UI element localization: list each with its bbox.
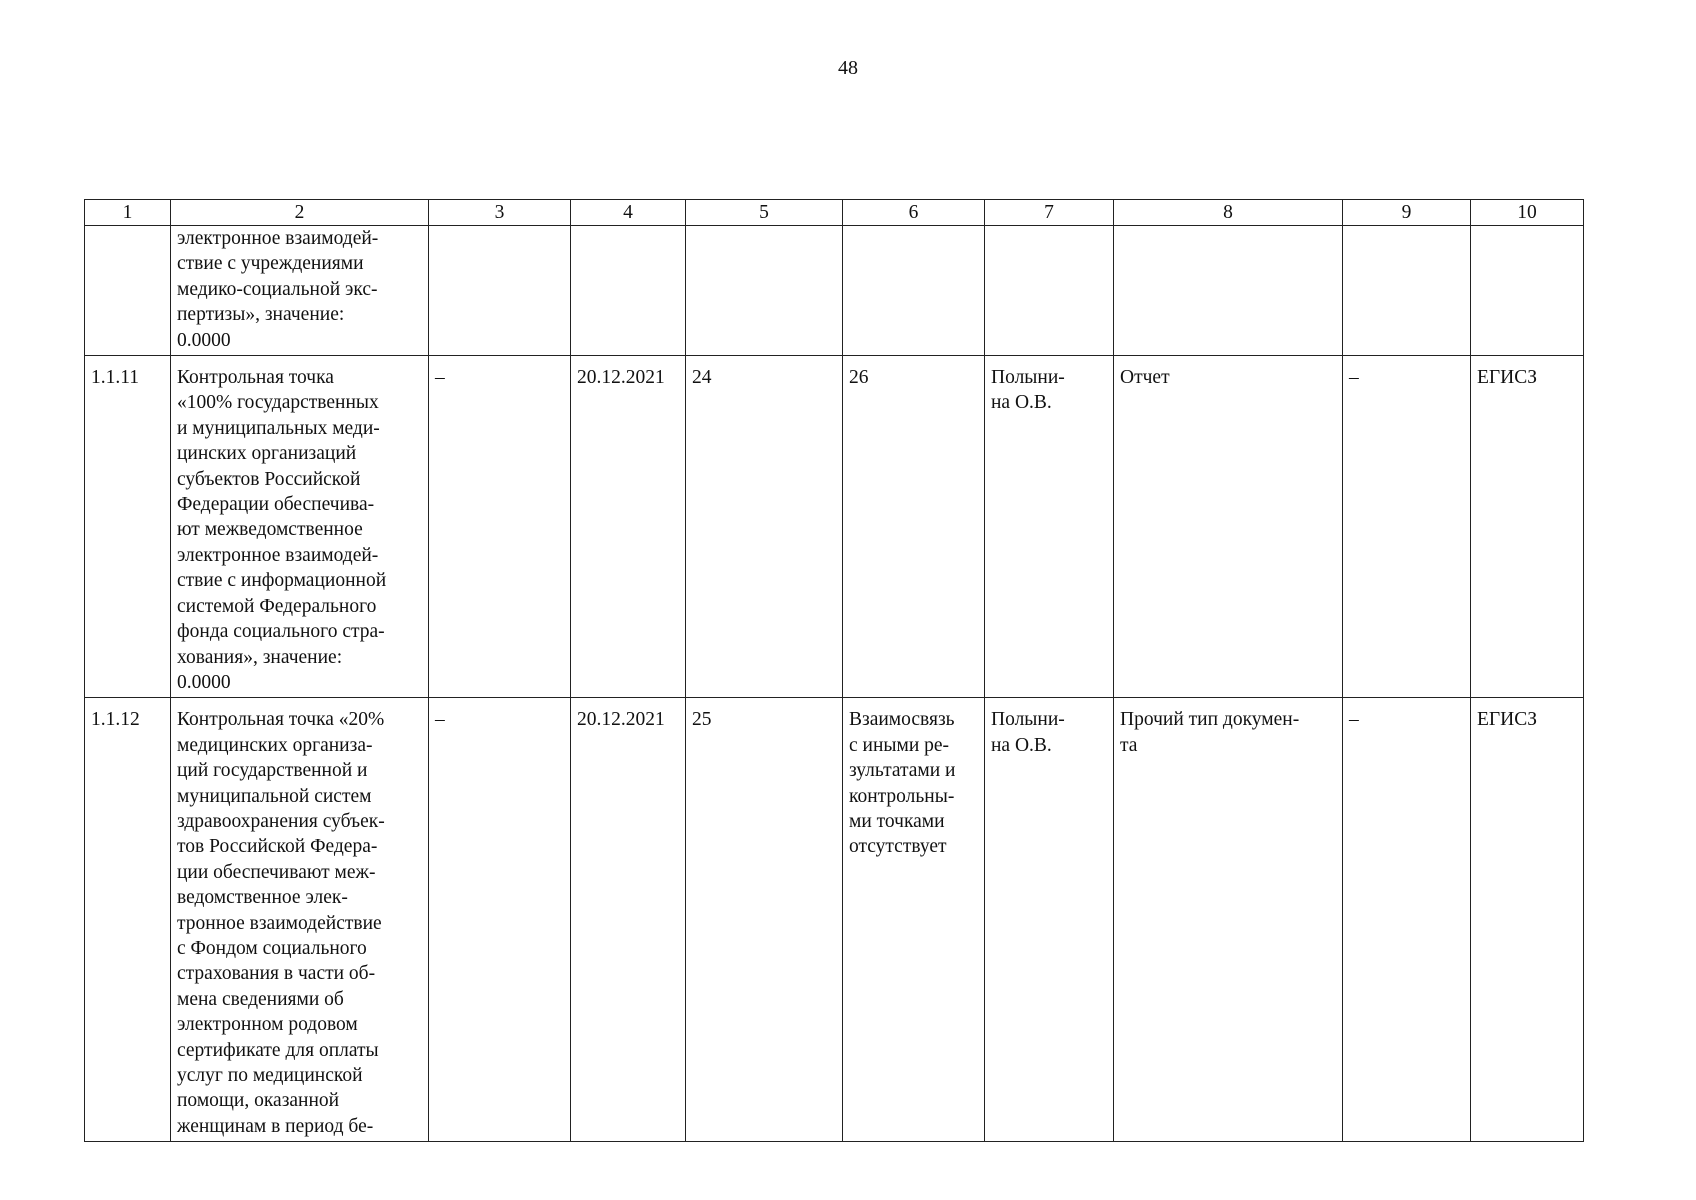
- table-cell: [843, 226, 985, 356]
- table-cell: –: [1343, 356, 1471, 698]
- table-cell: [1114, 226, 1343, 356]
- table-cell: 20.12.2021: [571, 698, 686, 1142]
- table-cell: Контрольная точка «20% медицинских организа- ций государственной и муниципальной систем здравоохранения субъек- тов Российской Федера- ции обеспечивают меж- ведомственное элек- тронное взаимодействие с Фондом социального страхования в части об- мена сведениями об электронном родовом сертификате для оплаты услуг по медицинской помощи, оказанной женщинам в период бе-: [171, 698, 429, 1142]
- table-row: [85, 226, 1584, 356]
- table-cell: [429, 226, 571, 356]
- column-header: 6: [843, 200, 985, 226]
- table-cell: [686, 226, 843, 356]
- table-cell: [1471, 226, 1584, 356]
- table-cell: Полыни- на О.В.: [985, 698, 1114, 1142]
- table-cell: Взаимосвязь с иными ре- зультатами и контрольны- ми точками отсутствует: [843, 698, 985, 1142]
- table-cell: электронное взаимодей- ствие с учреждениями медико-социальной экс- пертизы», значение: 0.0000: [171, 226, 429, 356]
- column-header: 7: [985, 200, 1114, 226]
- table-row: [85, 356, 1584, 698]
- document-table: [84, 199, 1584, 1142]
- column-header: 3: [429, 200, 571, 226]
- table-header-row: [85, 200, 1584, 226]
- table-cell: Контрольная точка «100% государственных и муниципальных меди- цинских организаций субъектов Российской Федерации обеспечива- ют межведомственное электронное взаимодей- ствие с информационной системой Федерального фонда социального стра- хования», значение: 0.0000: [171, 356, 429, 698]
- table-cell: 1.1.12: [85, 698, 171, 1142]
- table-cell: –: [429, 356, 571, 698]
- table-cell: 26: [843, 356, 985, 698]
- table-cell: [985, 226, 1114, 356]
- column-header: 8: [1114, 200, 1343, 226]
- table-cell: 20.12.2021: [571, 356, 686, 698]
- table-cell: –: [1343, 698, 1471, 1142]
- table-cell: 25: [686, 698, 843, 1142]
- table-cell: Отчет: [1114, 356, 1343, 698]
- column-header: 10: [1471, 200, 1584, 226]
- table-cell: [1343, 226, 1471, 356]
- table-cell: Полыни- на О.В.: [985, 356, 1114, 698]
- table-cell: [571, 226, 686, 356]
- column-header: 1: [85, 200, 171, 226]
- page-number: 48: [838, 57, 858, 79]
- table-cell: 1.1.11: [85, 356, 171, 698]
- table-cell: [85, 226, 171, 356]
- table-row: [85, 698, 1584, 1142]
- column-header: 2: [171, 200, 429, 226]
- column-header: 4: [571, 200, 686, 226]
- column-header: 9: [1343, 200, 1471, 226]
- table-cell: Прочий тип докумен- та: [1114, 698, 1343, 1142]
- table-cell: –: [429, 698, 571, 1142]
- table-cell: ЕГИСЗ: [1471, 356, 1584, 698]
- table-cell: 24: [686, 356, 843, 698]
- column-header: 5: [686, 200, 843, 226]
- table-cell: ЕГИСЗ: [1471, 698, 1584, 1142]
